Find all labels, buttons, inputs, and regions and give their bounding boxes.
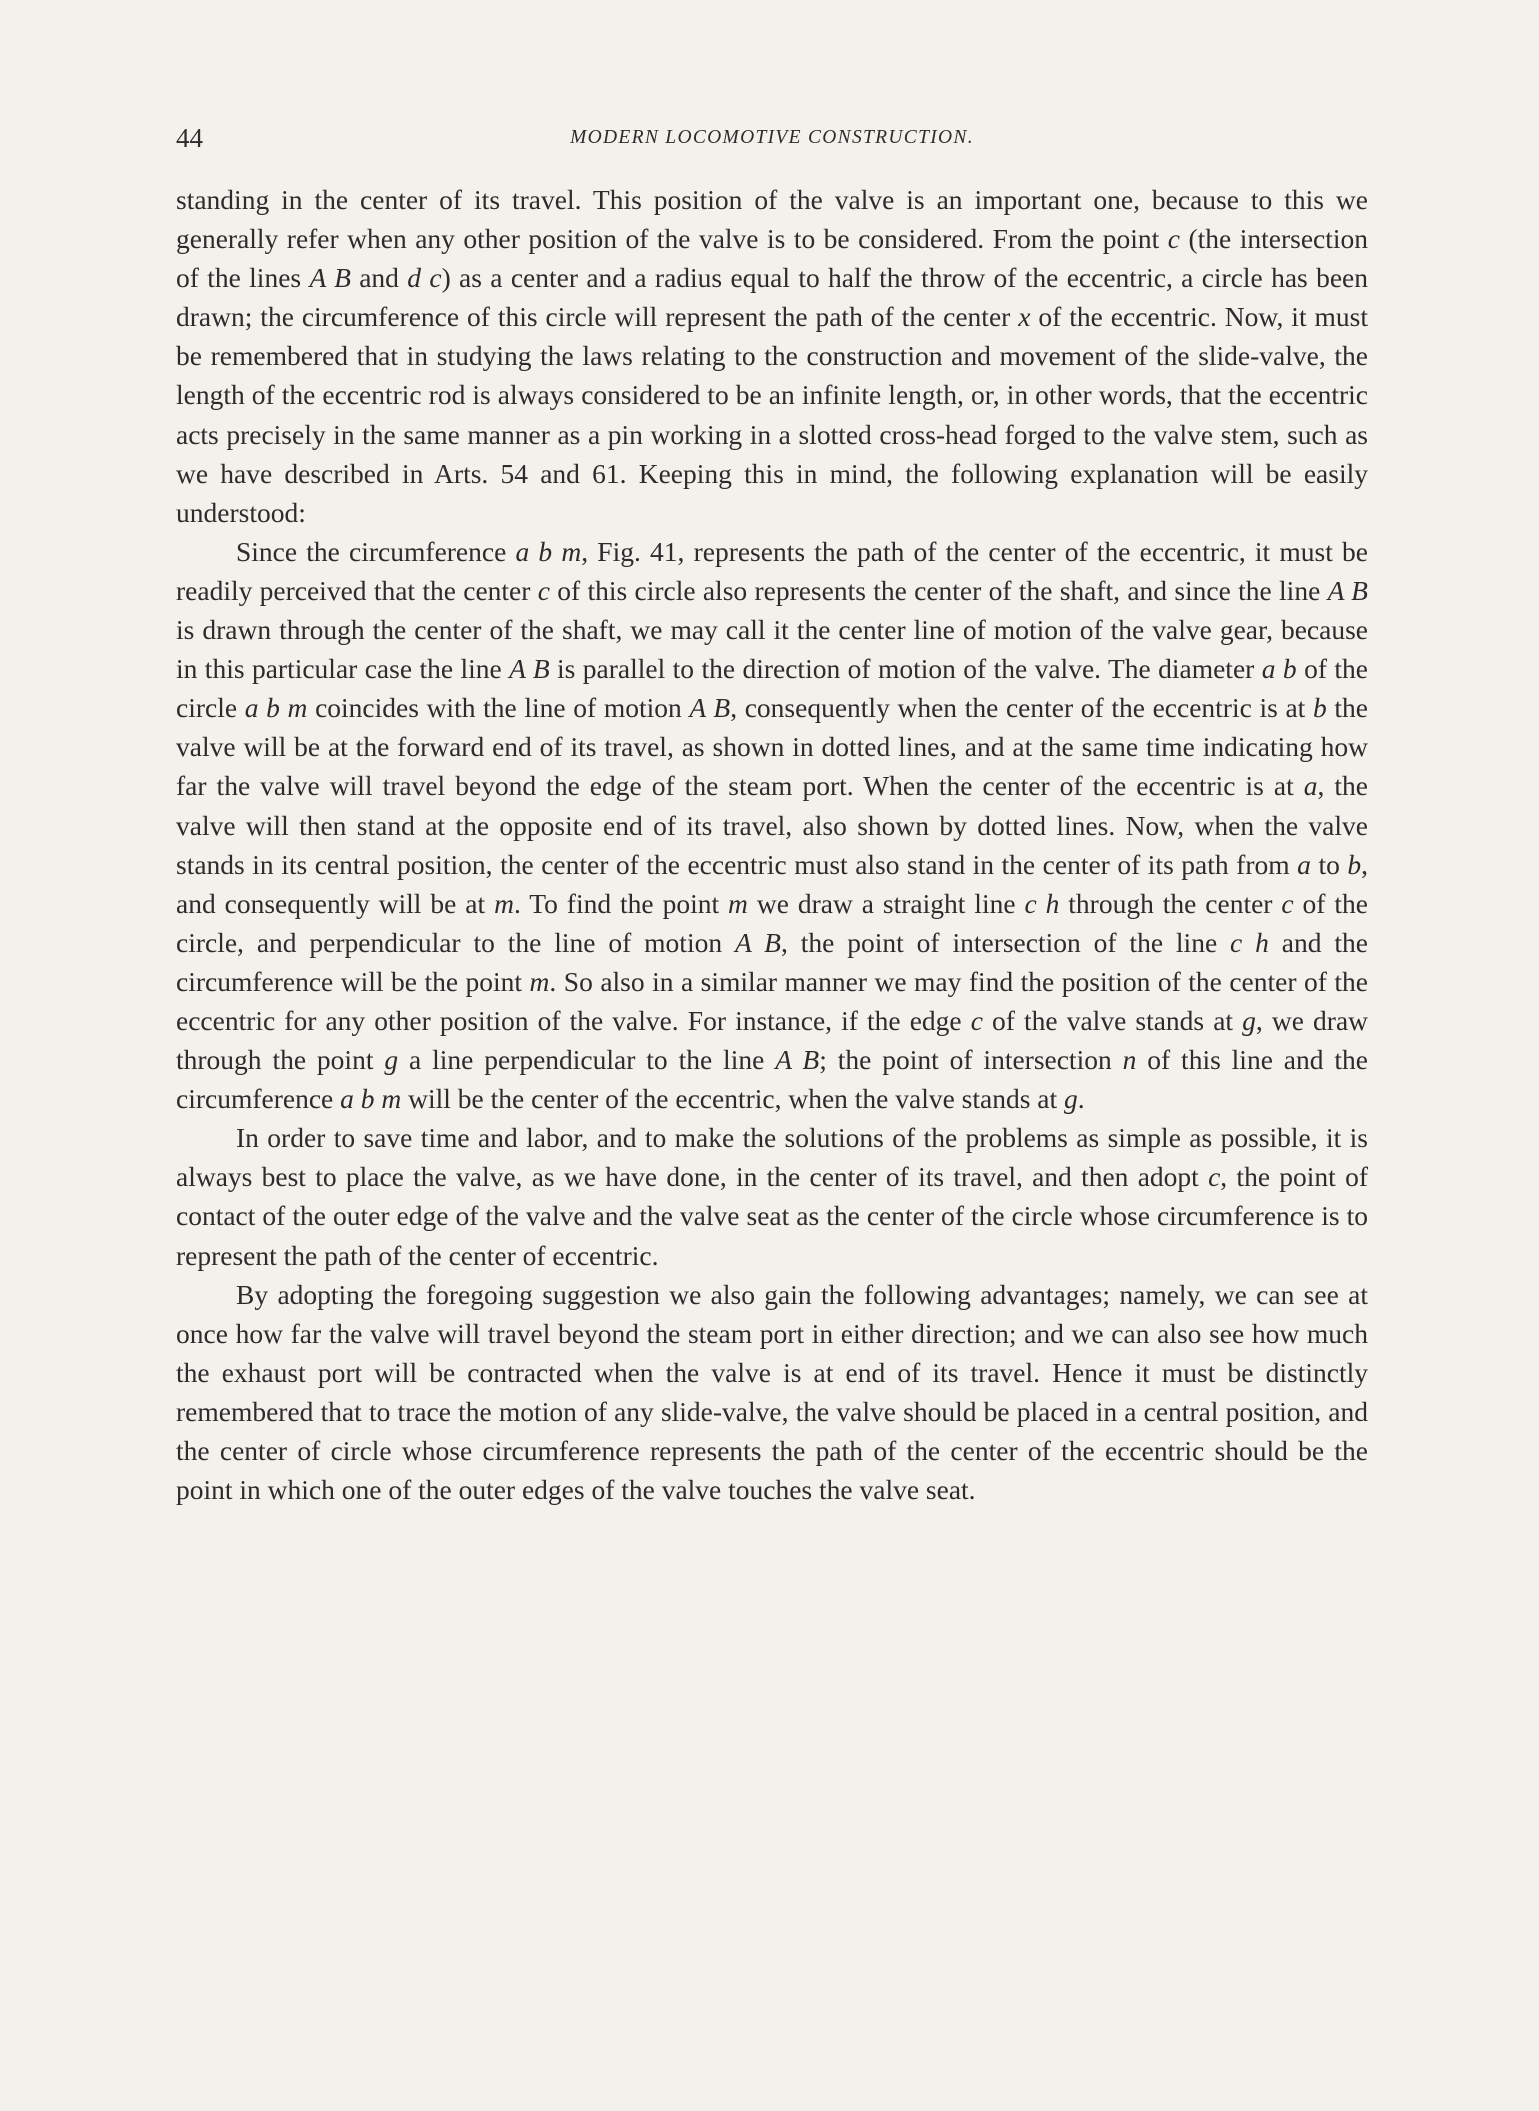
body-text [176,180,1368,1509]
paragraph: In order to save time and labor, and to make the solutions of the problems as simple as possible, it is always best to place the valve, as we have done, in the center of its travel, and then adopt c, the point of contact of the outer edge of the valve and the valve seat as the center of the circle whose circumference is to represent the path of the center of eccentric. [176,1122,1368,1271]
paragraph: By adopting the foregoing suggestion we also gain the following advantages; namely, we can see at once how far the valve will travel beyond the steam port in either direction; and we can also see how much the exhaust port will be contracted when the valve is at end of its travel. Hence it must be distinctly remembered that to trace the motion of any slide-valve, the valve should be placed in a central position, and the center of circle whose circumference represents the path of the center of the eccentric should be the point in which one of the outer edges of the valve touches the valve seat. [176,1278,1368,1506]
paragraph: Since the circumference a b m, Fig. 41, represents the path of the center of the eccentric, it must be readily perceived that the center c of this circle also represents the center of the shaft, and since the line A B is drawn through the center of the shaft, we may call it the center line of motion of the valve gear, because in this particular case the line A B is parallel to the direction of motion of the valve. The diameter a b of the circle a b m coincides with the line of motion A B, consequently when the center of the eccentric is at b the valve will be at the forward end of its travel, as shown in dotted lines, and at the same time indicating how far the valve will travel beyond the edge of the steam port. When the center of the eccentric is at a, the valve will then stand at the opposite end of its travel, also shown by dotted lines. Now, when the valve stands in its central position, the center of the eccentric must also stand in the center of its path from a to b, and consequently will be at m. To find the point m we draw a straight line c h through the center c of the circle, and perpendicular to the line of motion A B, the point of intersection of the line c h and the circumference will be the point m. So also in a similar manner we may find the position of the center of the eccentric for any other position of the valve. For instance, if the edge c of the valve stands at g, we draw through the point g a line perpendicular to the line A B; the point of intersection n of this line and the circumference a b m will be the center of the eccentric, when the valve stands at g. [176,535,1369,1115]
paragraph: standing in the center of its travel. This position of the valve is an important one, because to this we generally refer when any other position of the valve is to be considered. From the point c (the intersection of the lines A B and d c) as a center and a radius equal to half the throw of the eccentric, a circle has been drawn; the circumference of this circle will represent the path of the center x of the eccentric. Now, it must be remembered that in studying the laws relating to the construction and movement of the slide-valve, the length of the eccentric rod is always considered to be an infinite length, or, in other words, that the eccentric acts precisely in the same manner as a pin working in a slotted cross-head forged to the valve stem, such as we have described in Arts. 54 and 61. Keeping this in mind, the following explanation will be easily understood: [176,184,1369,528]
running-head [176,118,1368,158]
running-title: MODERN LOCOMOTIVE CONSTRUCTION. [570,127,974,148]
page-number: 44 [176,123,203,153]
